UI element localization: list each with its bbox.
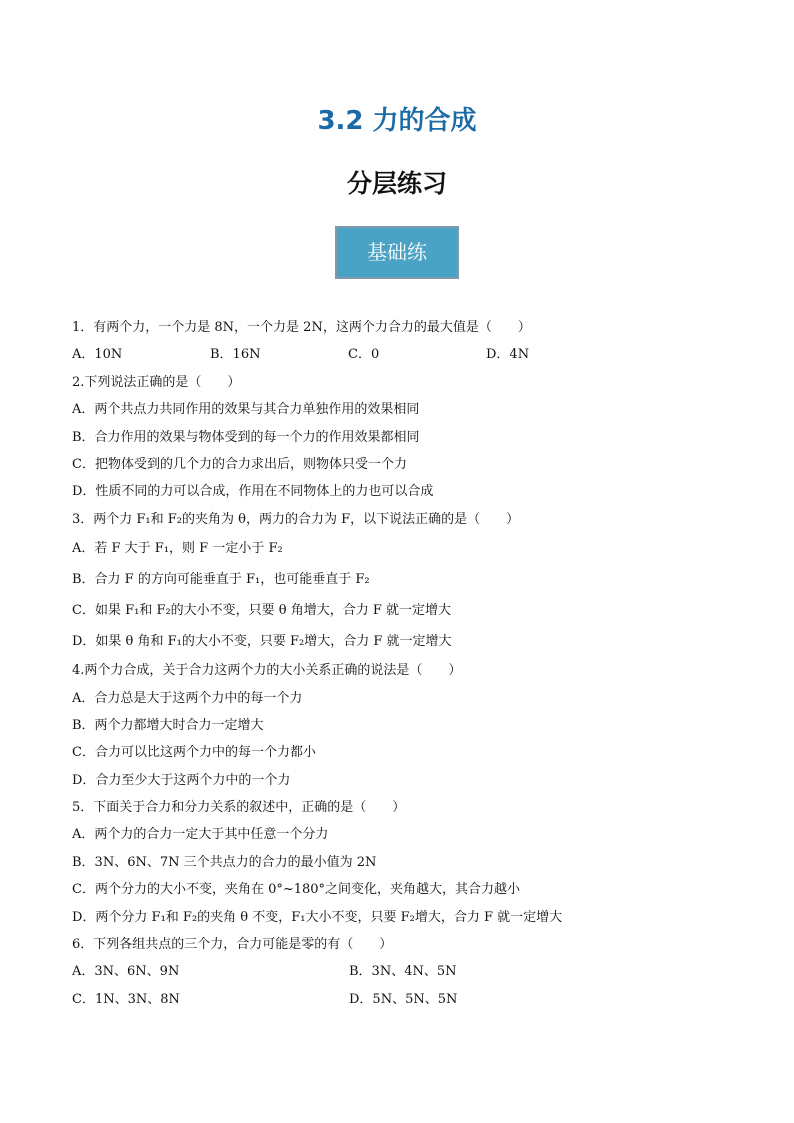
question-2-option-d: D．性质不同的力可以合成，作用在不同物体上的力也可以合成 xyxy=(72,484,434,500)
question-5-option-b: B．3N、6N、7N 三个共点力的合力的最小值为 2N xyxy=(72,854,377,870)
question-3-option-d: D．如果 θ 角和 F₁的大小不变，只要 F₂增大，合力 F 就一定增大 xyxy=(72,634,452,650)
question-6-option-b: B．3N、4N、5N xyxy=(349,964,457,980)
question-1-option-d: D．4N xyxy=(486,347,530,363)
question-2-stem: 2.下列说法正确的是（ ） xyxy=(72,374,241,390)
question-6-options-row-1 xyxy=(72,958,732,985)
question-5-stem: 5．下面关于合力和分力关系的叙述中，正确的是（ ） xyxy=(72,800,406,816)
question-5-option-d: D．两个分力 F₁和 F₂的夹角 θ 不变，F₁大小不变，只要 F₂增大，合力 F 就一定增大 xyxy=(72,909,563,925)
question-6-option-c: C．1N、3N、8N xyxy=(72,991,180,1007)
question-4-stem: 4.两个力合成，关于合力这两个力的大小关系正确的说法是（ ） xyxy=(72,663,462,679)
question-3-stem: 3．两个力 F₁和 F₂的夹角为 θ，两力的合力为 F，以下说法正确的是（ ） xyxy=(72,511,520,527)
question-1-options xyxy=(72,341,732,368)
question-1-option-c: C．0 xyxy=(348,347,380,363)
question-1-stem: 1．有两个力，一个力是 8N，一个力是 2N，这两个力合力的最大值是（ ） xyxy=(72,320,531,335)
section-badge: 基础练 xyxy=(335,226,459,279)
question-3-option-a: A．若 F 大于 F₁，则 F 一定小于 F₂ xyxy=(72,541,283,557)
question-2-option-b: B．合力作用的效果与物体受到的每一个力的作用效果都相同 xyxy=(72,429,420,445)
question-6-option-a: A．3N、6N、9N xyxy=(72,964,180,980)
question-6-options-row-2 xyxy=(72,986,732,1013)
question-1-option-a: A．10N xyxy=(72,347,123,363)
question-1-option-b: B．16N xyxy=(210,347,261,363)
question-5-option-c: C．两个分力的大小不变，夹角在 0°~180°之间变化，夹角越大，其合力越小 xyxy=(72,882,521,898)
question-3-option-b: B．合力 F 的方向可能垂直于 F₁，也可能垂直于 F₂ xyxy=(72,572,370,588)
question-6-option-d: D．5N、5N、5N xyxy=(349,991,458,1007)
question-3-option-c: C．如果 F₁和 F₂的大小不变，只要 θ 角增大，合力 F 就一定增大 xyxy=(72,603,452,619)
question-4-option-a: A．合力总是大于这两个力中的每一个力 xyxy=(72,690,303,706)
question-5-option-a: A．两个力的合力一定大于其中任意一个分力 xyxy=(72,827,329,843)
question-2-option-c: C．把物体受到的几个力的合力求出后，则物体只受一个力 xyxy=(72,456,407,472)
question-6-stem: 6．下列各组共点的三个力，合力可能是零的有（ ） xyxy=(72,937,393,953)
question-4-option-b: B．两个力都增大时合力一定增大 xyxy=(72,717,264,733)
question-list xyxy=(72,314,732,1013)
page-title: 3.2 力的合成 xyxy=(317,106,477,136)
question-4-option-d: D．合力至少大于这两个力中的一个力 xyxy=(72,772,291,788)
question-2-option-a: A．两个共点力共同作用的效果与其合力单独作用的效果相同 xyxy=(72,402,420,418)
page-subtitle: 分层练习 xyxy=(346,169,447,198)
question-4-option-c: C．合力可以比这两个力中的每一个力都小 xyxy=(72,745,316,761)
